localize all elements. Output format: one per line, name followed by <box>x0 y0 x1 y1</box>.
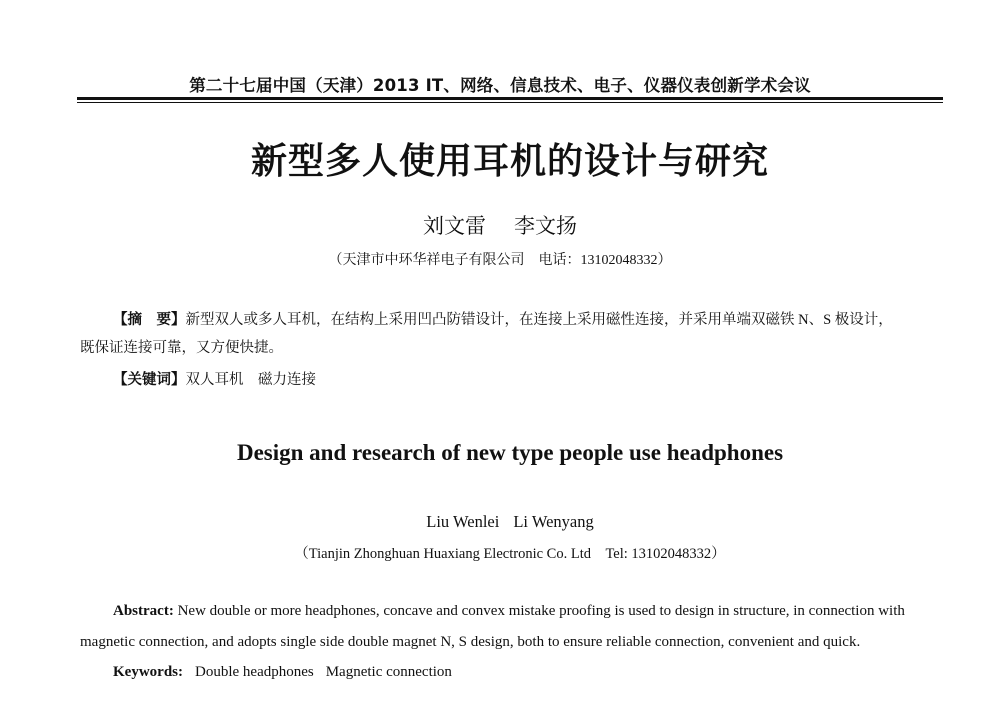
author-en-1: Liu Wenlei <box>426 512 500 531</box>
author-cn-2: 李文扬 <box>514 214 577 238</box>
affiliation-en: （Tianjin Zhonghuan Huaxiang Electronic Co. Ltd Tel: 13102048332） <box>294 546 726 562</box>
keywords-cn-text: 双人耳机 磁力连接 <box>185 372 316 388</box>
abstract-en-text-line2: magnetic connection, and adopts single side double magnet N, S design, both to ensure reliable connection, convenient and quick. <box>80 634 861 650</box>
paper-title-en: Design and research of new type people use headphones <box>236 440 784 465</box>
keyword-en-1: Double headphones <box>195 664 314 680</box>
abstract-cn-text-line2: 既保证连接可靠，又方便快捷。 <box>80 340 283 356</box>
keywords-en-label: Keywords: <box>113 664 183 680</box>
affiliation-cn: （天津市中环华祥电子有限公司 电话：13102048332） <box>328 253 672 268</box>
keywords-en <box>113 664 452 681</box>
author-cn-1: 刘文雷 <box>423 214 486 238</box>
authors-cn <box>0 210 1000 240</box>
paper-title-cn: 新型多人使用耳机的设计与研究 <box>250 141 769 182</box>
keywords-cn-label: 【关键词】 <box>113 372 186 388</box>
abstract-cn <box>113 306 893 334</box>
abstract-en-label: Abstract: <box>113 603 174 619</box>
conference-header: 第二十七届中国（天津）2013 IT、网络、信息技术、电子、仪器仪表创新学术会议 <box>189 76 811 95</box>
abstract-cn-label: 【摘 要】 <box>113 312 186 328</box>
authors-en <box>0 512 1000 532</box>
abstract-cn-text-line1: 新型双人或多人耳机，在结构上采用凹凸防错设计，在连接上采用磁性连接，并采用单端双磁铁 N、S 极设计， <box>185 312 893 328</box>
abstract-en <box>113 603 905 620</box>
header-rule-thick <box>77 97 943 100</box>
abstract-en-text-line1: New double or more headphones, concave and convex mistake proofing is used to design in structure, in connection with <box>173 603 905 619</box>
keyword-en-2: Magnetic connection <box>325 664 452 680</box>
author-en-2: Li Wenyang <box>513 512 594 531</box>
header-rule-thin <box>77 102 943 103</box>
keywords-cn <box>113 366 316 394</box>
